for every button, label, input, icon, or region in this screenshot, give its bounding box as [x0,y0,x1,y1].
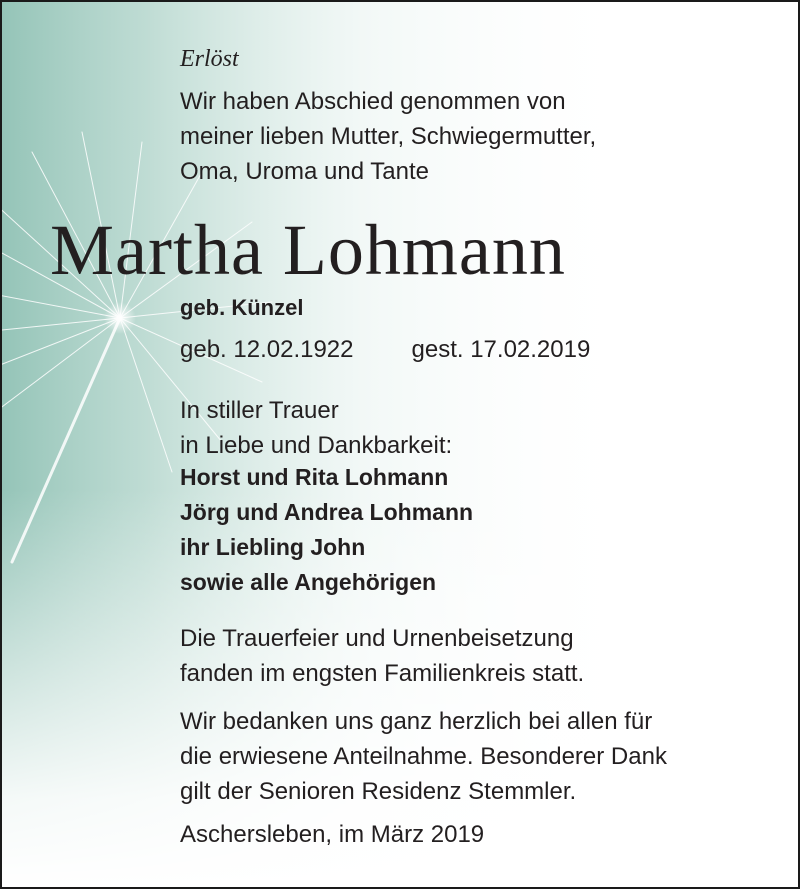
intro-text [180,84,596,189]
life-dates [180,332,590,367]
ceremony-note [180,621,584,691]
mourner-name: sowie alle Angehörigen [180,569,437,595]
mourners-intro-line: In stiller Trauer [180,397,339,424]
thanks-note [180,704,667,809]
ceremony-line: fanden im engsten Familienkreis statt. [180,660,585,687]
mourner-name: Jörg und Andrea Lohmann [180,499,474,525]
mourner-name: Horst und Rita Lohmann [180,464,449,490]
birth-date: geb. 12.02.1922 [180,336,354,363]
ceremony-line: Die Trauerfeier und Urnenbeisetzung [180,625,574,652]
thanks-line: die erwiesene Anteilnahme. Besonderer Dank [180,743,667,770]
thanks-line: gilt der Senioren Residenz Stemmler. [180,778,577,805]
mourners-names [180,460,473,600]
intro-line: Wir haben Abschied genommen von [180,88,566,115]
mourners-intro [180,393,452,463]
intro-line: meiner lieben Mutter, Schwiegermutter, [180,123,597,150]
intro-heading: Erlöst [180,46,239,72]
maiden-name: geb. Künzel [180,295,304,320]
death-date: gest. 17.02.2019 [411,336,591,363]
place-date: Aschersleben, im März 2019 [180,821,485,848]
mourner-name: ihr Liebling John [180,534,366,560]
deceased-name: Martha Lohmann [50,210,566,290]
mourners-intro-line: in Liebe und Dankbarkeit: [180,432,453,459]
intro-line: Oma, Uroma und Tante [180,158,430,185]
thanks-line: Wir bedanken uns ganz herzlich bei allen für [180,708,653,735]
